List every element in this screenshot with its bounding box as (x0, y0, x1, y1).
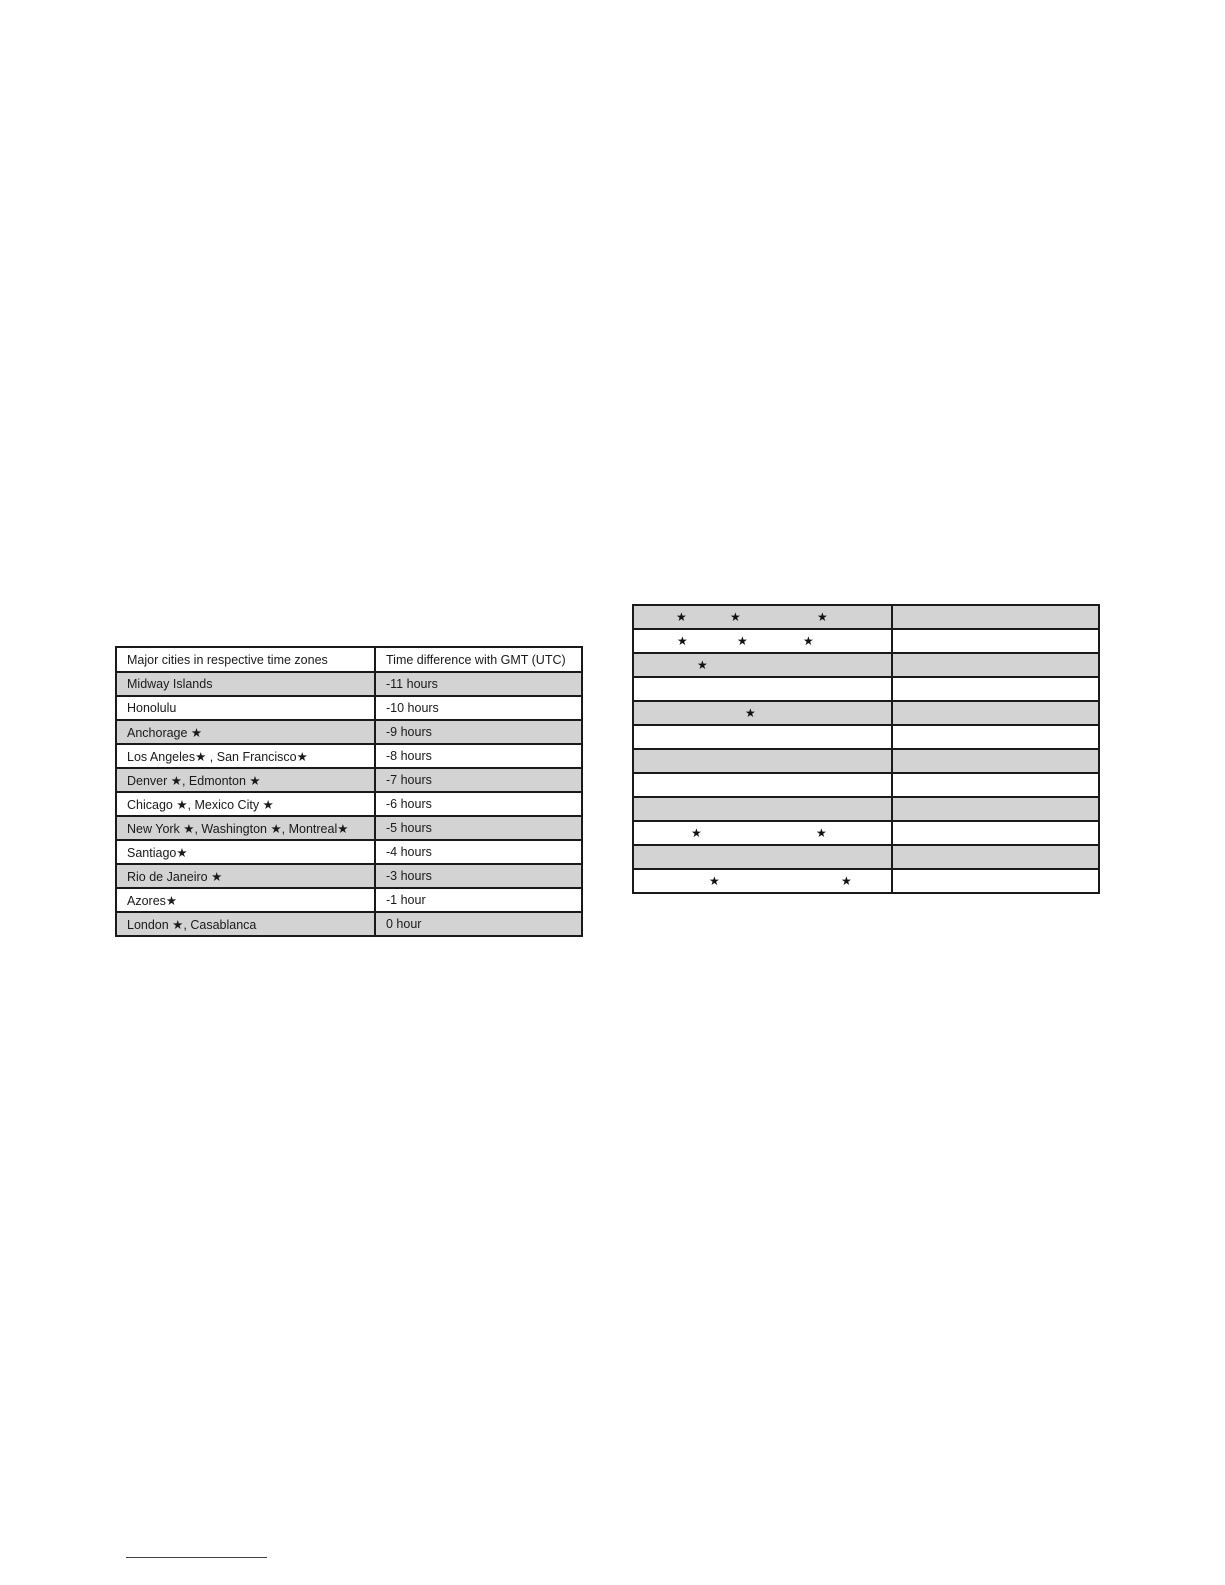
diff-cell: -1 hour (375, 888, 582, 912)
star-icon: ★ (803, 634, 814, 648)
diff-cell: -3 hours (375, 864, 582, 888)
table-header-row (116, 647, 582, 672)
diff-cell (892, 677, 1099, 701)
table-row (633, 869, 1099, 893)
star-icon: ★ (676, 610, 687, 624)
diff-cell (892, 821, 1099, 845)
table-row (633, 845, 1099, 869)
city-cell (633, 845, 892, 869)
star-icon: ★ (697, 658, 708, 672)
city-cell: Anchorage ★ (116, 720, 375, 744)
diff-cell (892, 797, 1099, 821)
diff-cell: -11 hours (375, 672, 582, 696)
table-row (633, 701, 1099, 725)
star-icon: ★ (841, 874, 852, 888)
diff-cell (892, 605, 1099, 629)
table-row (633, 797, 1099, 821)
city-cell: Rio de Janeiro ★ (116, 864, 375, 888)
city-cell (633, 629, 892, 653)
table-row (116, 864, 582, 888)
time-zone-table-continued (632, 604, 1100, 894)
table-row (633, 629, 1099, 653)
diff-cell: -8 hours (375, 744, 582, 768)
table-row (116, 888, 582, 912)
table-row (116, 696, 582, 720)
star-icon: ★ (691, 826, 702, 840)
city-cell (633, 677, 892, 701)
table-row (116, 912, 582, 936)
table-row (633, 725, 1099, 749)
city-cell: Los Angeles★ , San Francisco★ (116, 744, 375, 768)
footer-rule (126, 1557, 267, 1558)
time-zone-table (115, 646, 583, 937)
city-cell: Chicago ★, Mexico City ★ (116, 792, 375, 816)
header-cities: Major cities in respective time zones (116, 647, 375, 672)
table-row (633, 821, 1099, 845)
city-cell: Azores★ (116, 888, 375, 912)
table-row (116, 840, 582, 864)
city-cell: Santiago★ (116, 840, 375, 864)
diff-cell (892, 629, 1099, 653)
diff-cell (892, 725, 1099, 749)
diff-cell: -7 hours (375, 768, 582, 792)
diff-cell: -10 hours (375, 696, 582, 720)
diff-cell: -5 hours (375, 816, 582, 840)
city-cell (633, 869, 892, 893)
star-icon: ★ (709, 874, 720, 888)
city-cell (633, 701, 892, 725)
diff-cell (892, 845, 1099, 869)
table-row (633, 677, 1099, 701)
diff-cell (892, 749, 1099, 773)
star-icon: ★ (677, 634, 688, 648)
diff-cell: 0 hour (375, 912, 582, 936)
city-cell (633, 821, 892, 845)
table-row (633, 653, 1099, 677)
diff-cell: -6 hours (375, 792, 582, 816)
diff-cell (892, 653, 1099, 677)
table-row (633, 605, 1099, 629)
diff-cell: -9 hours (375, 720, 582, 744)
table-row (116, 768, 582, 792)
star-icon: ★ (737, 634, 748, 648)
star-icon: ★ (817, 610, 828, 624)
table-row (633, 749, 1099, 773)
diff-cell (892, 701, 1099, 725)
city-cell (633, 725, 892, 749)
diff-cell (892, 773, 1099, 797)
city-cell (633, 653, 892, 677)
city-cell: Midway Islands (116, 672, 375, 696)
table-row (116, 744, 582, 768)
table-row (116, 720, 582, 744)
diff-cell: -4 hours (375, 840, 582, 864)
city-cell (633, 749, 892, 773)
header-time-difference: Time difference with GMT (UTC) (375, 647, 582, 672)
table-row (633, 773, 1099, 797)
diff-cell (892, 869, 1099, 893)
city-cell: Honolulu (116, 696, 375, 720)
star-icon: ★ (816, 826, 827, 840)
city-cell (633, 797, 892, 821)
city-cell: New York ★, Washington ★, Montreal★ (116, 816, 375, 840)
city-cell (633, 773, 892, 797)
city-cell (633, 605, 892, 629)
table-row (116, 816, 582, 840)
table-row (116, 792, 582, 816)
table-row (116, 672, 582, 696)
city-cell: Denver ★, Edmonton ★ (116, 768, 375, 792)
city-cell: London ★, Casablanca (116, 912, 375, 936)
star-icon: ★ (730, 610, 741, 624)
star-icon: ★ (745, 706, 756, 720)
